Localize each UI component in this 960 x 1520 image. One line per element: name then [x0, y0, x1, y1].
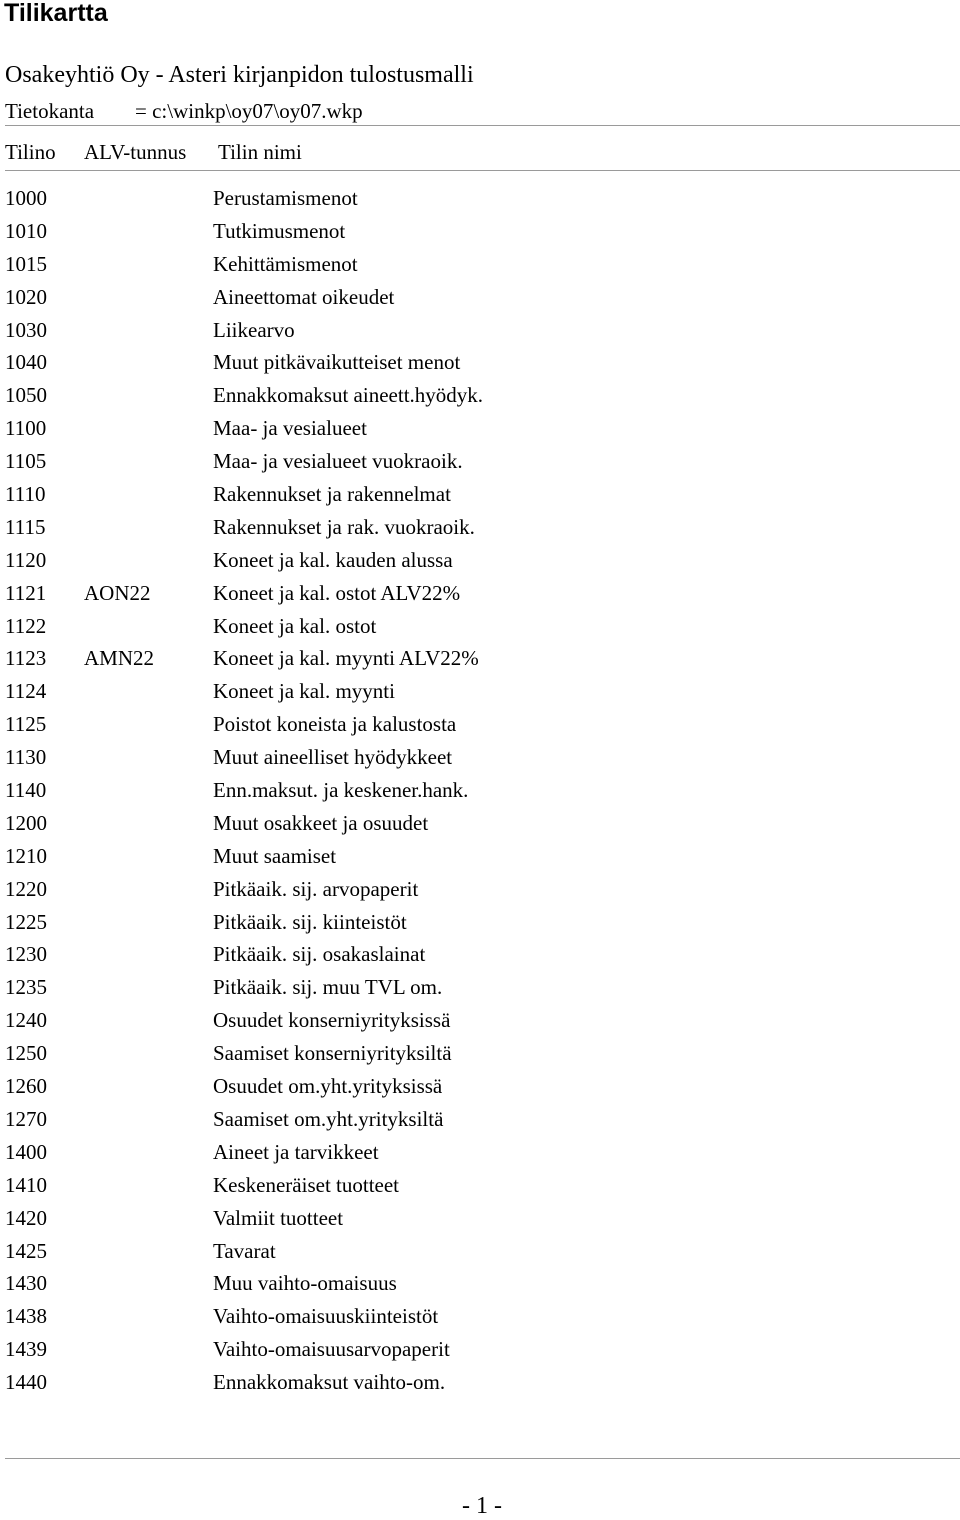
table-row	[5, 1039, 960, 1072]
vat-code: AON22	[84, 580, 151, 605]
account-number: 1210	[5, 843, 47, 868]
account-number: 1235	[5, 975, 47, 1000]
table-row	[5, 217, 960, 250]
account-name: Ennakkomaksut vaihto-om.	[213, 1370, 446, 1395]
page-number-text: - 1 -	[462, 1493, 502, 1519]
account-number: 1100	[5, 416, 47, 441]
company-heading: Osakeyhtiö Oy - Asteri kirjanpidon tulostusmalli	[5, 62, 474, 88]
account-name: Pitkäaik. sij. arvopaperit	[213, 876, 419, 901]
document-title: Tilikartta	[4, 0, 108, 27]
account-name: Maa- ja vesialueet	[213, 416, 367, 441]
table-row	[5, 973, 960, 1006]
account-number: 1050	[5, 383, 47, 408]
table-row	[5, 875, 960, 908]
table-row	[5, 414, 960, 447]
account-number: 1440	[5, 1370, 47, 1395]
account-number: 1420	[5, 1205, 47, 1230]
account-name: Koneet ja kal. ostot	[213, 613, 377, 638]
account-number: 1000	[5, 186, 47, 210]
account-table-body	[5, 184, 960, 1401]
account-name: Kehittämismenot	[213, 251, 358, 276]
account-name: Muut osakkeet ja osuudet	[213, 810, 429, 835]
page-number	[0, 1492, 960, 1520]
account-name: Tavarat	[213, 1238, 276, 1263]
vat-code: AMN22	[84, 646, 155, 671]
account-number: 1121	[5, 580, 47, 605]
table-row	[5, 513, 960, 546]
account-name: Valmiit tuotteet	[213, 1205, 344, 1230]
table-row	[5, 1171, 960, 1204]
table-row	[5, 250, 960, 283]
account-name: Vaihto-omaisuuskiinteistöt	[213, 1304, 439, 1329]
account-number: 1438	[5, 1304, 47, 1329]
account-name: Aineet ja tarvikkeet	[213, 1139, 379, 1164]
account-number: 1250	[5, 1041, 47, 1066]
account-name: Pitkäaik. sij. osakaslainat	[213, 942, 426, 967]
account-number: 1430	[5, 1271, 47, 1296]
account-name: Perustamismenot	[213, 186, 358, 210]
database-path: = c:\winkp\oy07\oy07.wkp	[135, 99, 363, 123]
table-row	[5, 1072, 960, 1105]
account-number: 1260	[5, 1074, 47, 1099]
account-number: 1010	[5, 218, 47, 243]
account-number: 1439	[5, 1337, 47, 1362]
account-number: 1124	[5, 679, 47, 704]
account-name: Enn.maksut. ja keskener.hank.	[213, 778, 469, 803]
account-name: Ennakkomaksut aineett.hyödyk.	[213, 383, 484, 408]
table-row	[5, 1204, 960, 1237]
table-row	[5, 940, 960, 973]
account-number: 1020	[5, 284, 47, 309]
table-row	[5, 809, 960, 842]
account-number: 1270	[5, 1106, 47, 1131]
account-name: Aineettomat oikeudet	[213, 284, 395, 309]
account-name: Osuudet konserniyrityksissä	[213, 1008, 451, 1033]
account-name: Saamiset konserniyrityksiltä	[213, 1041, 452, 1066]
table-row	[5, 677, 960, 710]
account-number: 1110	[5, 482, 46, 507]
account-number: 1123	[5, 646, 47, 671]
table-row	[5, 842, 960, 875]
account-name: Poistot koneista ja kalustosta	[213, 712, 457, 737]
account-name: Rakennukset ja rakennelmat	[213, 482, 451, 507]
account-number: 1040	[5, 350, 47, 375]
account-name: Rakennukset ja rak. vuokraoik.	[213, 514, 475, 539]
column-header-vat-code: ALV-tunnus	[84, 140, 187, 164]
account-number: 1115	[5, 514, 46, 539]
table-row	[5, 546, 960, 579]
account-name: Tutkimusmenot	[213, 218, 346, 243]
account-number: 1122	[5, 613, 47, 638]
table-row	[5, 644, 960, 677]
table-row	[5, 1368, 960, 1401]
table-row	[5, 776, 960, 809]
account-name: Muut pitkävaikutteiset menot	[213, 350, 461, 375]
table-row	[5, 612, 960, 645]
account-name: Muut saamiset	[213, 843, 337, 868]
table-row	[5, 447, 960, 480]
table-row	[5, 381, 960, 414]
account-name: Saamiset om.yht.yrityksiltä	[213, 1106, 444, 1131]
account-number: 1410	[5, 1172, 47, 1197]
table-row	[5, 316, 960, 349]
account-number: 1130	[5, 745, 47, 770]
table-row	[5, 710, 960, 743]
table-header	[5, 138, 960, 166]
table-row	[5, 283, 960, 316]
account-name: Muut aineelliset hyödykkeet	[213, 745, 453, 770]
header-divider-bottom	[5, 170, 960, 171]
account-name: Pitkäaik. sij. muu TVL om.	[213, 975, 443, 1000]
account-number: 1030	[5, 317, 47, 342]
table-row	[5, 1302, 960, 1335]
account-name: Koneet ja kal. myynti	[213, 679, 395, 704]
account-name: Muu vaihto-omaisuus	[213, 1271, 397, 1296]
column-header-account-no: Tilino	[5, 140, 56, 164]
account-number: 1140	[5, 778, 47, 803]
table-row	[5, 1269, 960, 1302]
account-name: Liikearvo	[213, 317, 295, 342]
footer-divider	[5, 1458, 960, 1459]
table-row	[5, 908, 960, 941]
account-name: Keskeneräiset tuotteet	[213, 1172, 400, 1197]
account-name: Vaihto-omaisuusarvopaperit	[213, 1337, 450, 1362]
table-row	[5, 184, 960, 217]
table-row	[5, 1335, 960, 1368]
account-number: 1400	[5, 1139, 47, 1164]
account-name: Koneet ja kal. myynti ALV22%	[213, 646, 479, 671]
account-name: Koneet ja kal. kauden alussa	[213, 547, 453, 572]
table-row	[5, 743, 960, 776]
account-number: 1240	[5, 1008, 47, 1033]
account-name: Osuudet om.yht.yrityksissä	[213, 1074, 443, 1099]
account-number: 1425	[5, 1238, 47, 1263]
account-number: 1200	[5, 810, 47, 835]
table-row	[5, 348, 960, 381]
account-number: 1120	[5, 547, 47, 572]
account-number: 1105	[5, 449, 47, 474]
account-number: 1015	[5, 251, 47, 276]
database-label: Tietokanta	[5, 99, 95, 123]
column-header-account-name: Tilin nimi	[218, 140, 302, 164]
table-row	[5, 1006, 960, 1039]
table-row	[5, 480, 960, 513]
account-number: 1230	[5, 942, 47, 967]
account-name: Maa- ja vesialueet vuokraoik.	[213, 449, 463, 474]
table-row	[5, 1138, 960, 1171]
header-divider-top	[5, 125, 960, 126]
table-row	[5, 1105, 960, 1138]
account-number: 1125	[5, 712, 47, 737]
account-number: 1225	[5, 909, 47, 934]
account-number: 1220	[5, 876, 47, 901]
table-row	[5, 1237, 960, 1270]
account-name: Pitkäaik. sij. kiinteistöt	[213, 909, 407, 934]
account-name: Koneet ja kal. ostot ALV22%	[213, 580, 461, 605]
table-row	[5, 579, 960, 612]
